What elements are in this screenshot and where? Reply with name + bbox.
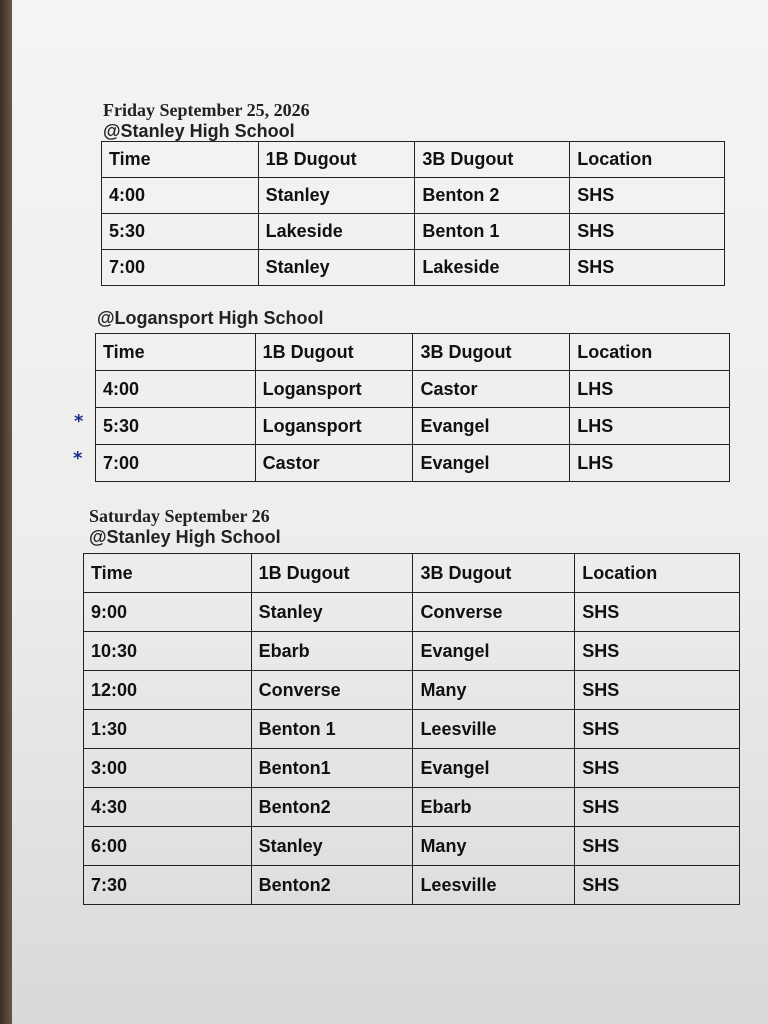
handwritten-asterisk-mark: *	[73, 448, 83, 469]
table-cell: SHS	[575, 866, 740, 905]
table-cell: SHS	[575, 593, 740, 632]
table-cell: 10:30	[84, 632, 252, 671]
table-cell: LHS	[570, 371, 730, 408]
table-cell: Converse	[251, 671, 413, 710]
table-cell: SHS	[570, 250, 725, 286]
table-cell: Evangel	[413, 632, 575, 671]
table-cell: Stanley	[258, 178, 415, 214]
table-cell: 3:00	[84, 749, 252, 788]
saturday-stanley-table	[83, 553, 740, 905]
table-cell: Leesville	[413, 866, 575, 905]
column-header: 3B Dugout	[413, 334, 570, 371]
saturday-date: Saturday September 26	[89, 506, 270, 526]
table-cell: Logansport	[255, 371, 413, 408]
table-cell: Lakeside	[415, 250, 570, 286]
table-cell: Evangel	[413, 445, 570, 482]
table-cell: Stanley	[251, 593, 413, 632]
table-cell: Evangel	[413, 408, 570, 445]
table-cell: SHS	[575, 632, 740, 671]
table-row	[84, 710, 740, 749]
column-header: 3B Dugout	[415, 142, 570, 178]
column-header: 1B Dugout	[251, 554, 413, 593]
table-row	[84, 593, 740, 632]
table-cell: Benton 2	[415, 178, 570, 214]
table-cell: 7:00	[102, 250, 259, 286]
table-cell: Stanley	[258, 250, 415, 286]
column-header: Time	[84, 554, 252, 593]
table-cell: 4:30	[84, 788, 252, 827]
table-cell: Benton2	[251, 788, 413, 827]
column-header: Location	[570, 142, 725, 178]
table-cell: Many	[413, 671, 575, 710]
table-row	[84, 749, 740, 788]
table-row	[96, 445, 730, 482]
table-row	[102, 214, 725, 250]
table-cell: SHS	[575, 749, 740, 788]
table-cell: Benton 1	[251, 710, 413, 749]
table-cell: LHS	[570, 445, 730, 482]
table-cell: Many	[413, 827, 575, 866]
saturday-venue-stanley: @Stanley High School	[89, 527, 281, 547]
table-cell: Castor	[413, 371, 570, 408]
table-cell: Benton 1	[415, 214, 570, 250]
table-header-row	[84, 554, 740, 593]
table-cell: SHS	[575, 827, 740, 866]
friday-date: Friday September 25, 2026	[103, 100, 310, 120]
table-cell: SHS	[570, 178, 725, 214]
background-wood	[0, 0, 12, 1024]
table-cell: Leesville	[413, 710, 575, 749]
table-cell: 4:00	[96, 371, 256, 408]
table-cell: Ebarb	[413, 788, 575, 827]
table-cell: 5:30	[102, 214, 259, 250]
table-cell: Ebarb	[251, 632, 413, 671]
handwritten-asterisk-mark: *	[74, 411, 84, 432]
table-cell: 4:00	[102, 178, 259, 214]
table-cell: 6:00	[84, 827, 252, 866]
table-row	[96, 408, 730, 445]
column-header: 1B Dugout	[258, 142, 415, 178]
column-header: Location	[570, 334, 730, 371]
column-header: Time	[96, 334, 256, 371]
table-cell: SHS	[575, 671, 740, 710]
table-row	[84, 671, 740, 710]
column-header: 1B Dugout	[255, 334, 413, 371]
table-cell: LHS	[570, 408, 730, 445]
table-cell: 1:30	[84, 710, 252, 749]
table-cell: Lakeside	[258, 214, 415, 250]
friday-stanley-table	[101, 141, 725, 286]
table-cell: 9:00	[84, 593, 252, 632]
column-header: Location	[575, 554, 740, 593]
table-cell: Logansport	[255, 408, 413, 445]
table-header-row	[102, 142, 725, 178]
table-cell: Converse	[413, 593, 575, 632]
table-cell: SHS	[570, 214, 725, 250]
table-cell: Benton2	[251, 866, 413, 905]
table-cell: Stanley	[251, 827, 413, 866]
table-row	[102, 250, 725, 286]
table-cell: 5:30	[96, 408, 256, 445]
table-cell: 12:00	[84, 671, 252, 710]
friday-venue-logansport: @Logansport High School	[97, 308, 324, 328]
table-cell: Benton1	[251, 749, 413, 788]
column-header: 3B Dugout	[413, 554, 575, 593]
table-row	[84, 632, 740, 671]
table-row	[102, 178, 725, 214]
table-cell: Evangel	[413, 749, 575, 788]
table-cell: SHS	[575, 710, 740, 749]
table-row	[84, 788, 740, 827]
column-header: Time	[102, 142, 259, 178]
table-cell: 7:30	[84, 866, 252, 905]
table-cell: SHS	[575, 788, 740, 827]
friday-venue-stanley: @Stanley High School	[103, 121, 295, 141]
table-header-row	[96, 334, 730, 371]
table-cell: Castor	[255, 445, 413, 482]
table-row	[84, 827, 740, 866]
table-row	[96, 371, 730, 408]
friday-logansport-table	[95, 333, 730, 482]
table-cell: 7:00	[96, 445, 256, 482]
table-row	[84, 866, 740, 905]
